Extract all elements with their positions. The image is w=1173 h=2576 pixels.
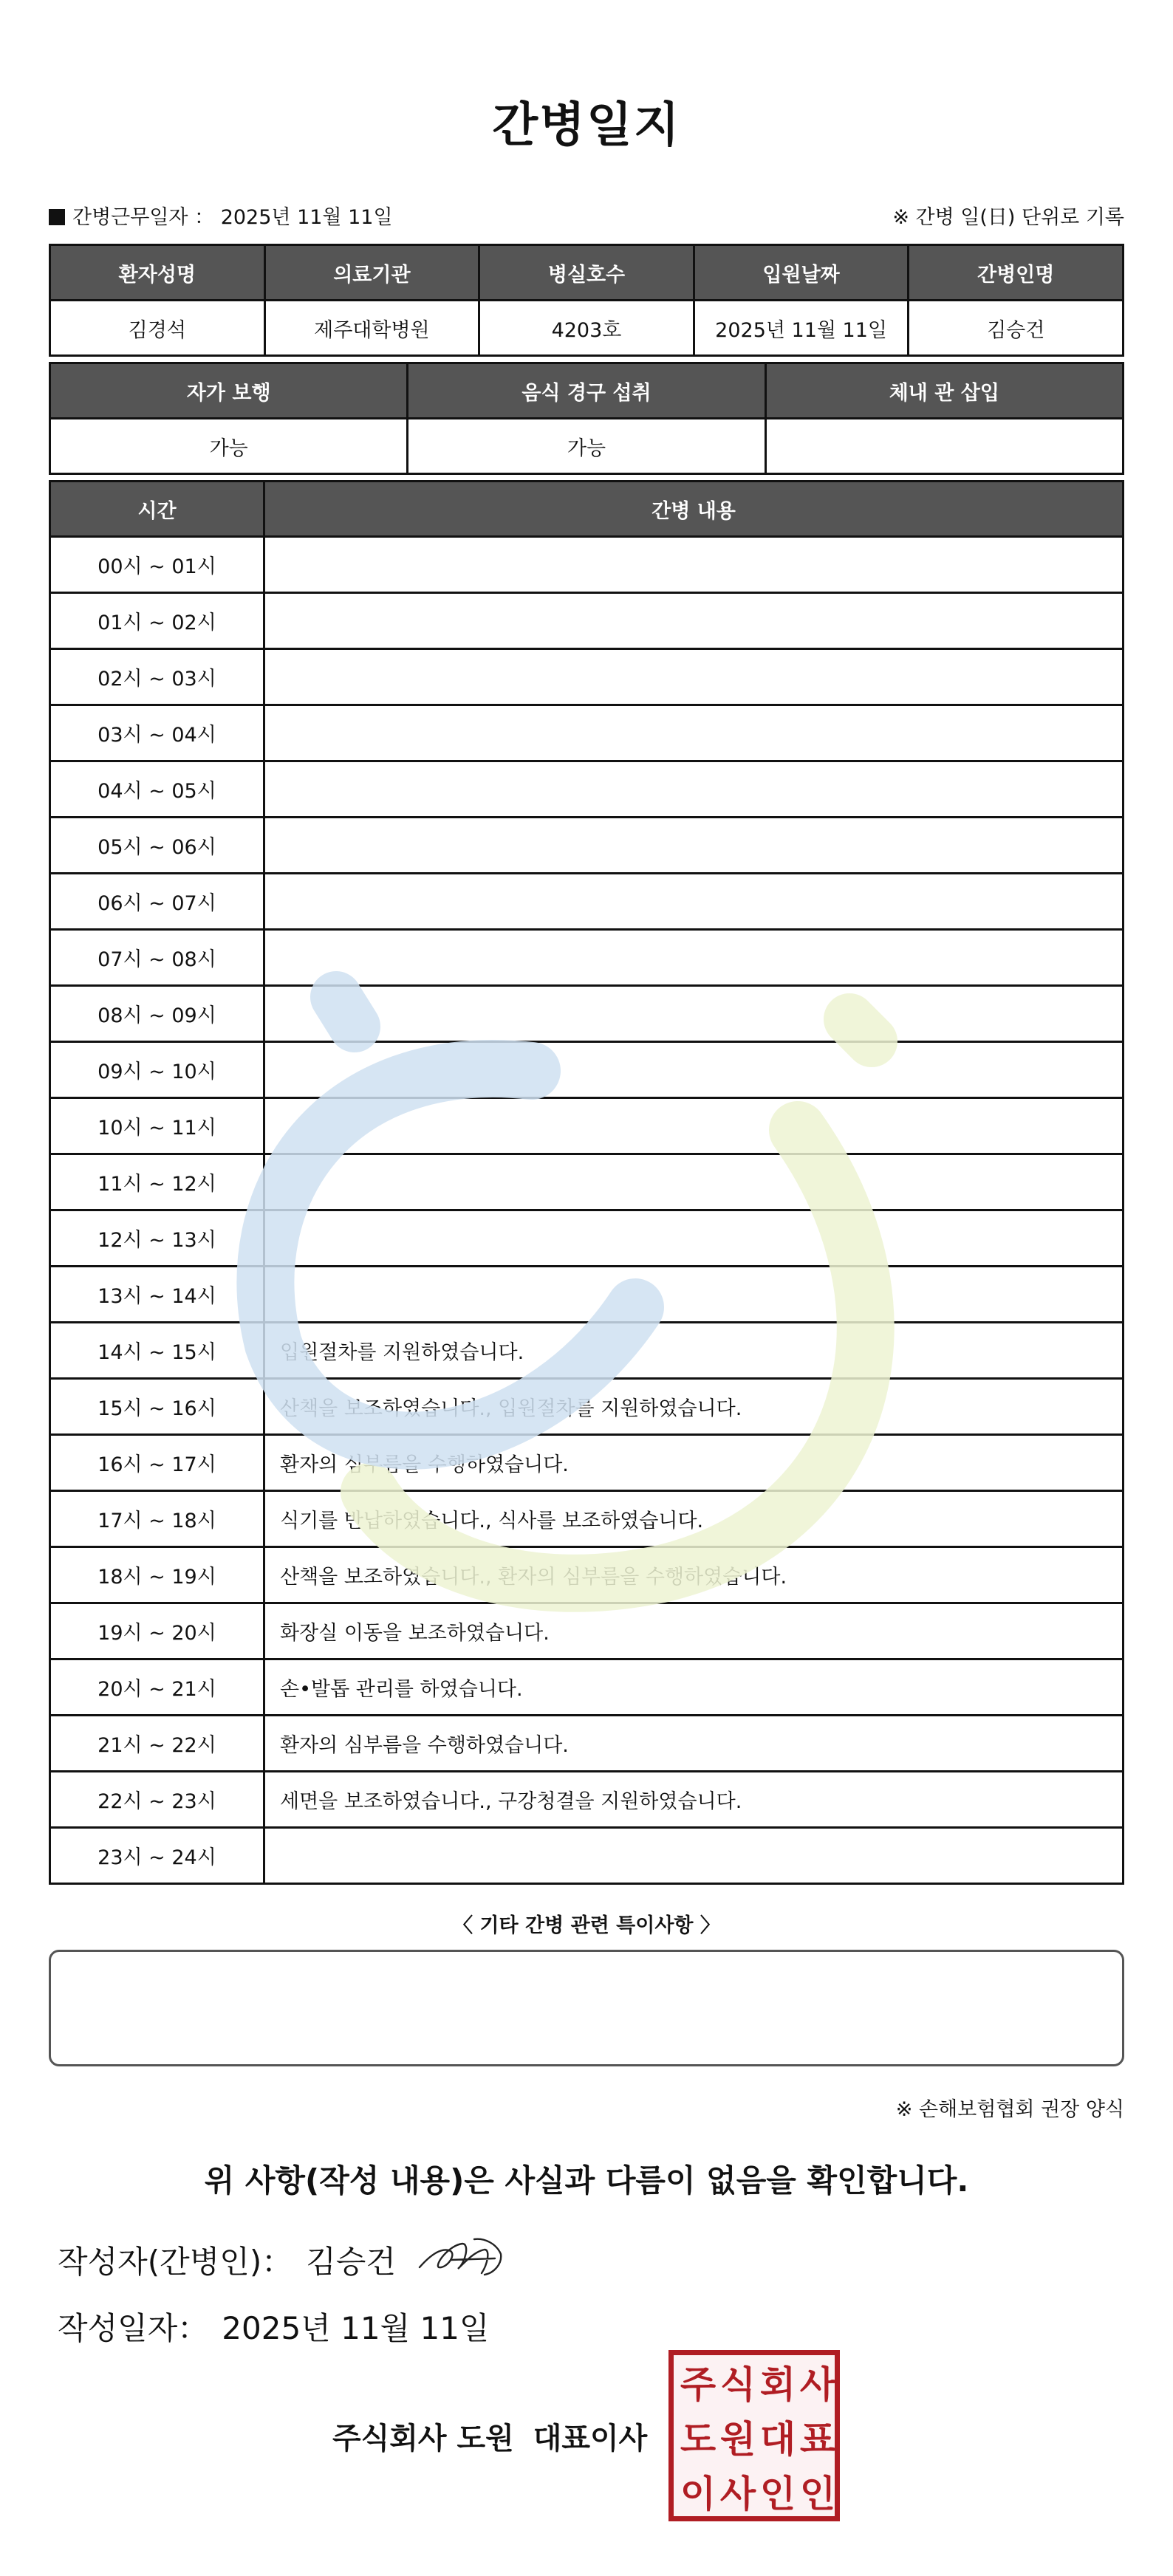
care-log-content <box>264 1267 1124 1323</box>
care-log-row <box>50 1435 1124 1491</box>
oral-intake-value: 가능 <box>408 419 765 474</box>
care-log-time: 02시 ~ 03시 <box>50 649 264 705</box>
room-number: 4203호 <box>479 301 694 356</box>
care-log-time: 23시 ~ 24시 <box>50 1828 264 1884</box>
header-care-content: 간병 내용 <box>264 482 1124 537</box>
care-log-content <box>264 1828 1124 1884</box>
seal-character: 이 <box>680 2473 717 2515</box>
remarks-title: 〈 기타 간병 관련 특이사항 〉 <box>453 1914 720 1937</box>
care-log-time: 04시 ~ 05시 <box>50 761 264 818</box>
care-log-row <box>50 1042 1124 1098</box>
care-log-row <box>50 1154 1124 1210</box>
patient-info-header-row <box>50 245 1124 301</box>
caregiver-name: 김승건 <box>909 301 1124 356</box>
care-log-time: 15시 ~ 16시 <box>50 1379 264 1435</box>
writer-line <box>58 2238 396 2282</box>
care-log-content <box>264 593 1124 649</box>
care-log-time: 11시 ~ 12시 <box>50 1154 264 1210</box>
care-log-row <box>50 1603 1124 1659</box>
care-log-time: 14시 ~ 15시 <box>50 1323 264 1379</box>
page-title: 간병일지 <box>492 98 681 153</box>
care-log-content <box>264 705 1124 761</box>
remarks-box <box>49 1950 1124 2066</box>
care-log-row <box>50 1267 1124 1323</box>
written-date-label: 작성일자： <box>58 2310 209 2346</box>
ability-value-row <box>50 419 1124 474</box>
seal-character: 사 <box>799 2363 836 2406</box>
care-log-time: 18시 ~ 19시 <box>50 1547 264 1603</box>
self-walking-value: 가능 <box>50 419 408 474</box>
work-date-line <box>49 201 393 230</box>
care-log-row <box>50 537 1124 593</box>
header-time: 시간 <box>50 482 264 537</box>
seal-character: 인 <box>799 2473 836 2515</box>
care-log-row <box>50 1659 1124 1716</box>
header-patient-name: 환자성명 <box>50 245 265 301</box>
care-log-time: 08시 ~ 09시 <box>50 986 264 1042</box>
patient-ability-table <box>49 362 1124 475</box>
header-oral-intake: 음식 경구 섭취 <box>408 363 765 419</box>
care-log-time: 03시 ~ 04시 <box>50 705 264 761</box>
care-log-row <box>50 1828 1124 1884</box>
care-log-row <box>50 930 1124 986</box>
care-log-content <box>264 1042 1124 1098</box>
written-date-line <box>58 2304 490 2349</box>
care-log-row <box>50 1210 1124 1267</box>
care-log-content: 산책을 보조하였습니다., 환자의 심부름을 수행하였습니다. <box>264 1547 1124 1603</box>
care-log-content: 화장실 이동을 보조하였습니다. <box>264 1603 1124 1659</box>
care-log-table <box>49 480 1124 1885</box>
care-log-content <box>264 1098 1124 1154</box>
header-self-walking: 자가 보행 <box>50 363 408 419</box>
care-log-row <box>50 1379 1124 1435</box>
care-log-row <box>50 705 1124 761</box>
care-log-time: 21시 ~ 22시 <box>50 1716 264 1772</box>
patient-info-table <box>49 244 1124 357</box>
care-log-row <box>50 1772 1124 1828</box>
care-log-time: 07시 ~ 08시 <box>50 930 264 986</box>
care-log-row <box>50 649 1124 705</box>
care-log-content <box>264 537 1124 593</box>
care-log-time: 20시 ~ 21시 <box>50 1659 264 1716</box>
patient-info-value-row <box>50 301 1124 356</box>
company-line <box>332 2415 647 2457</box>
care-log-content: 손•발톱 관리를 하였습니다. <box>264 1659 1124 1716</box>
company-representative: 대표이사 <box>533 2422 648 2456</box>
header-tube-insertion: 체내 관 삽입 <box>765 363 1123 419</box>
seal-character: 원 <box>719 2418 756 2461</box>
seal-character: 사 <box>719 2473 756 2515</box>
care-log-header-row <box>50 482 1124 537</box>
writer-label: 작성자(간병인)： <box>58 2244 293 2280</box>
signature-image <box>414 2230 510 2282</box>
care-log-content: 산책을 보조하였습니다., 입원절차를 지원하였습니다. <box>264 1379 1124 1435</box>
company-seal <box>668 2350 840 2521</box>
hospital-name: 제주대학병원 <box>264 301 479 356</box>
care-log-row <box>50 1491 1124 1547</box>
care-log-row <box>50 1323 1124 1379</box>
ability-header-row <box>50 363 1124 419</box>
work-date-value: 2025년 11월 11일 <box>220 206 393 229</box>
care-log-content <box>264 1210 1124 1267</box>
header-room: 병실호수 <box>479 245 694 301</box>
care-log-time: 01시 ~ 02시 <box>50 593 264 649</box>
care-log-time: 09시 ~ 10시 <box>50 1042 264 1098</box>
header-admission-date: 입원날짜 <box>694 245 909 301</box>
care-log-content: 환자의 심부름을 수행하였습니다. <box>264 1435 1124 1491</box>
care-log-content <box>264 761 1124 818</box>
work-date-label: 간병근무일자 <box>72 206 188 229</box>
care-log-time: 19시 ~ 20시 <box>50 1603 264 1659</box>
seal-character: 대 <box>759 2418 796 2461</box>
seal-character: 인 <box>759 2473 796 2515</box>
square-bullet-icon <box>49 209 65 225</box>
care-log-row <box>50 1098 1124 1154</box>
care-log-content <box>264 930 1124 986</box>
written-date-value: 2025년 11월 11일 <box>222 2310 490 2346</box>
seal-character: 주 <box>680 2363 717 2406</box>
care-log-row <box>50 761 1124 818</box>
care-log-time: 13시 ~ 14시 <box>50 1267 264 1323</box>
care-log-content: 세면을 보조하였습니다., 구강청결을 지원하였습니다. <box>264 1772 1124 1828</box>
company-name: 주식회사 도원 <box>332 2422 514 2456</box>
care-log-content: 식기를 반납하였습니다., 식사를 보조하였습니다. <box>264 1491 1124 1547</box>
care-log-time: 10시 ~ 11시 <box>50 1098 264 1154</box>
care-log-content <box>264 1154 1124 1210</box>
care-log-time: 06시 ~ 07시 <box>50 874 264 930</box>
patient-name: 김경석 <box>50 301 265 356</box>
care-log-row <box>50 1716 1124 1772</box>
care-log-time: 17시 ~ 18시 <box>50 1491 264 1547</box>
record-note: ※ 간병 일(日) 단위로 기록 <box>892 206 1124 229</box>
confirmation-statement: 위 사항(작성 내용)은 사실과 다름이 없음을 확인합니다. <box>204 2162 969 2199</box>
admission-date: 2025년 11월 11일 <box>694 301 909 356</box>
care-log-time: 05시 ~ 06시 <box>50 818 264 874</box>
writer-name: 김승건 <box>306 2244 396 2280</box>
care-log-row <box>50 818 1124 874</box>
seal-character: 회 <box>759 2363 796 2406</box>
care-log-time: 16시 ~ 17시 <box>50 1435 264 1491</box>
tube-insertion-value <box>765 419 1123 474</box>
seal-character: 표 <box>799 2418 836 2461</box>
care-log-content <box>264 649 1124 705</box>
care-log-content: 환자의 심부름을 수행하였습니다. <box>264 1716 1124 1772</box>
care-log-time: 12시 ~ 13시 <box>50 1210 264 1267</box>
care-log-row <box>50 593 1124 649</box>
care-log-content <box>264 986 1124 1042</box>
care-log-time: 00시 ~ 01시 <box>50 537 264 593</box>
care-log-content: 입원절차를 지원하였습니다. <box>264 1323 1124 1379</box>
seal-character: 식 <box>719 2363 756 2406</box>
care-log-time: 22시 ~ 23시 <box>50 1772 264 1828</box>
header-caregiver-name: 간병인명 <box>909 245 1124 301</box>
care-log-content <box>264 874 1124 930</box>
care-log-row <box>50 1547 1124 1603</box>
seal-character: 도 <box>680 2418 717 2461</box>
care-log-row <box>50 986 1124 1042</box>
care-log-content <box>264 818 1124 874</box>
care-log-row <box>50 874 1124 930</box>
work-date-separator: ： <box>194 206 215 229</box>
form-note: ※ 손해보험협회 권장 양식 <box>895 2098 1124 2121</box>
header-hospital: 의료기관 <box>264 245 479 301</box>
